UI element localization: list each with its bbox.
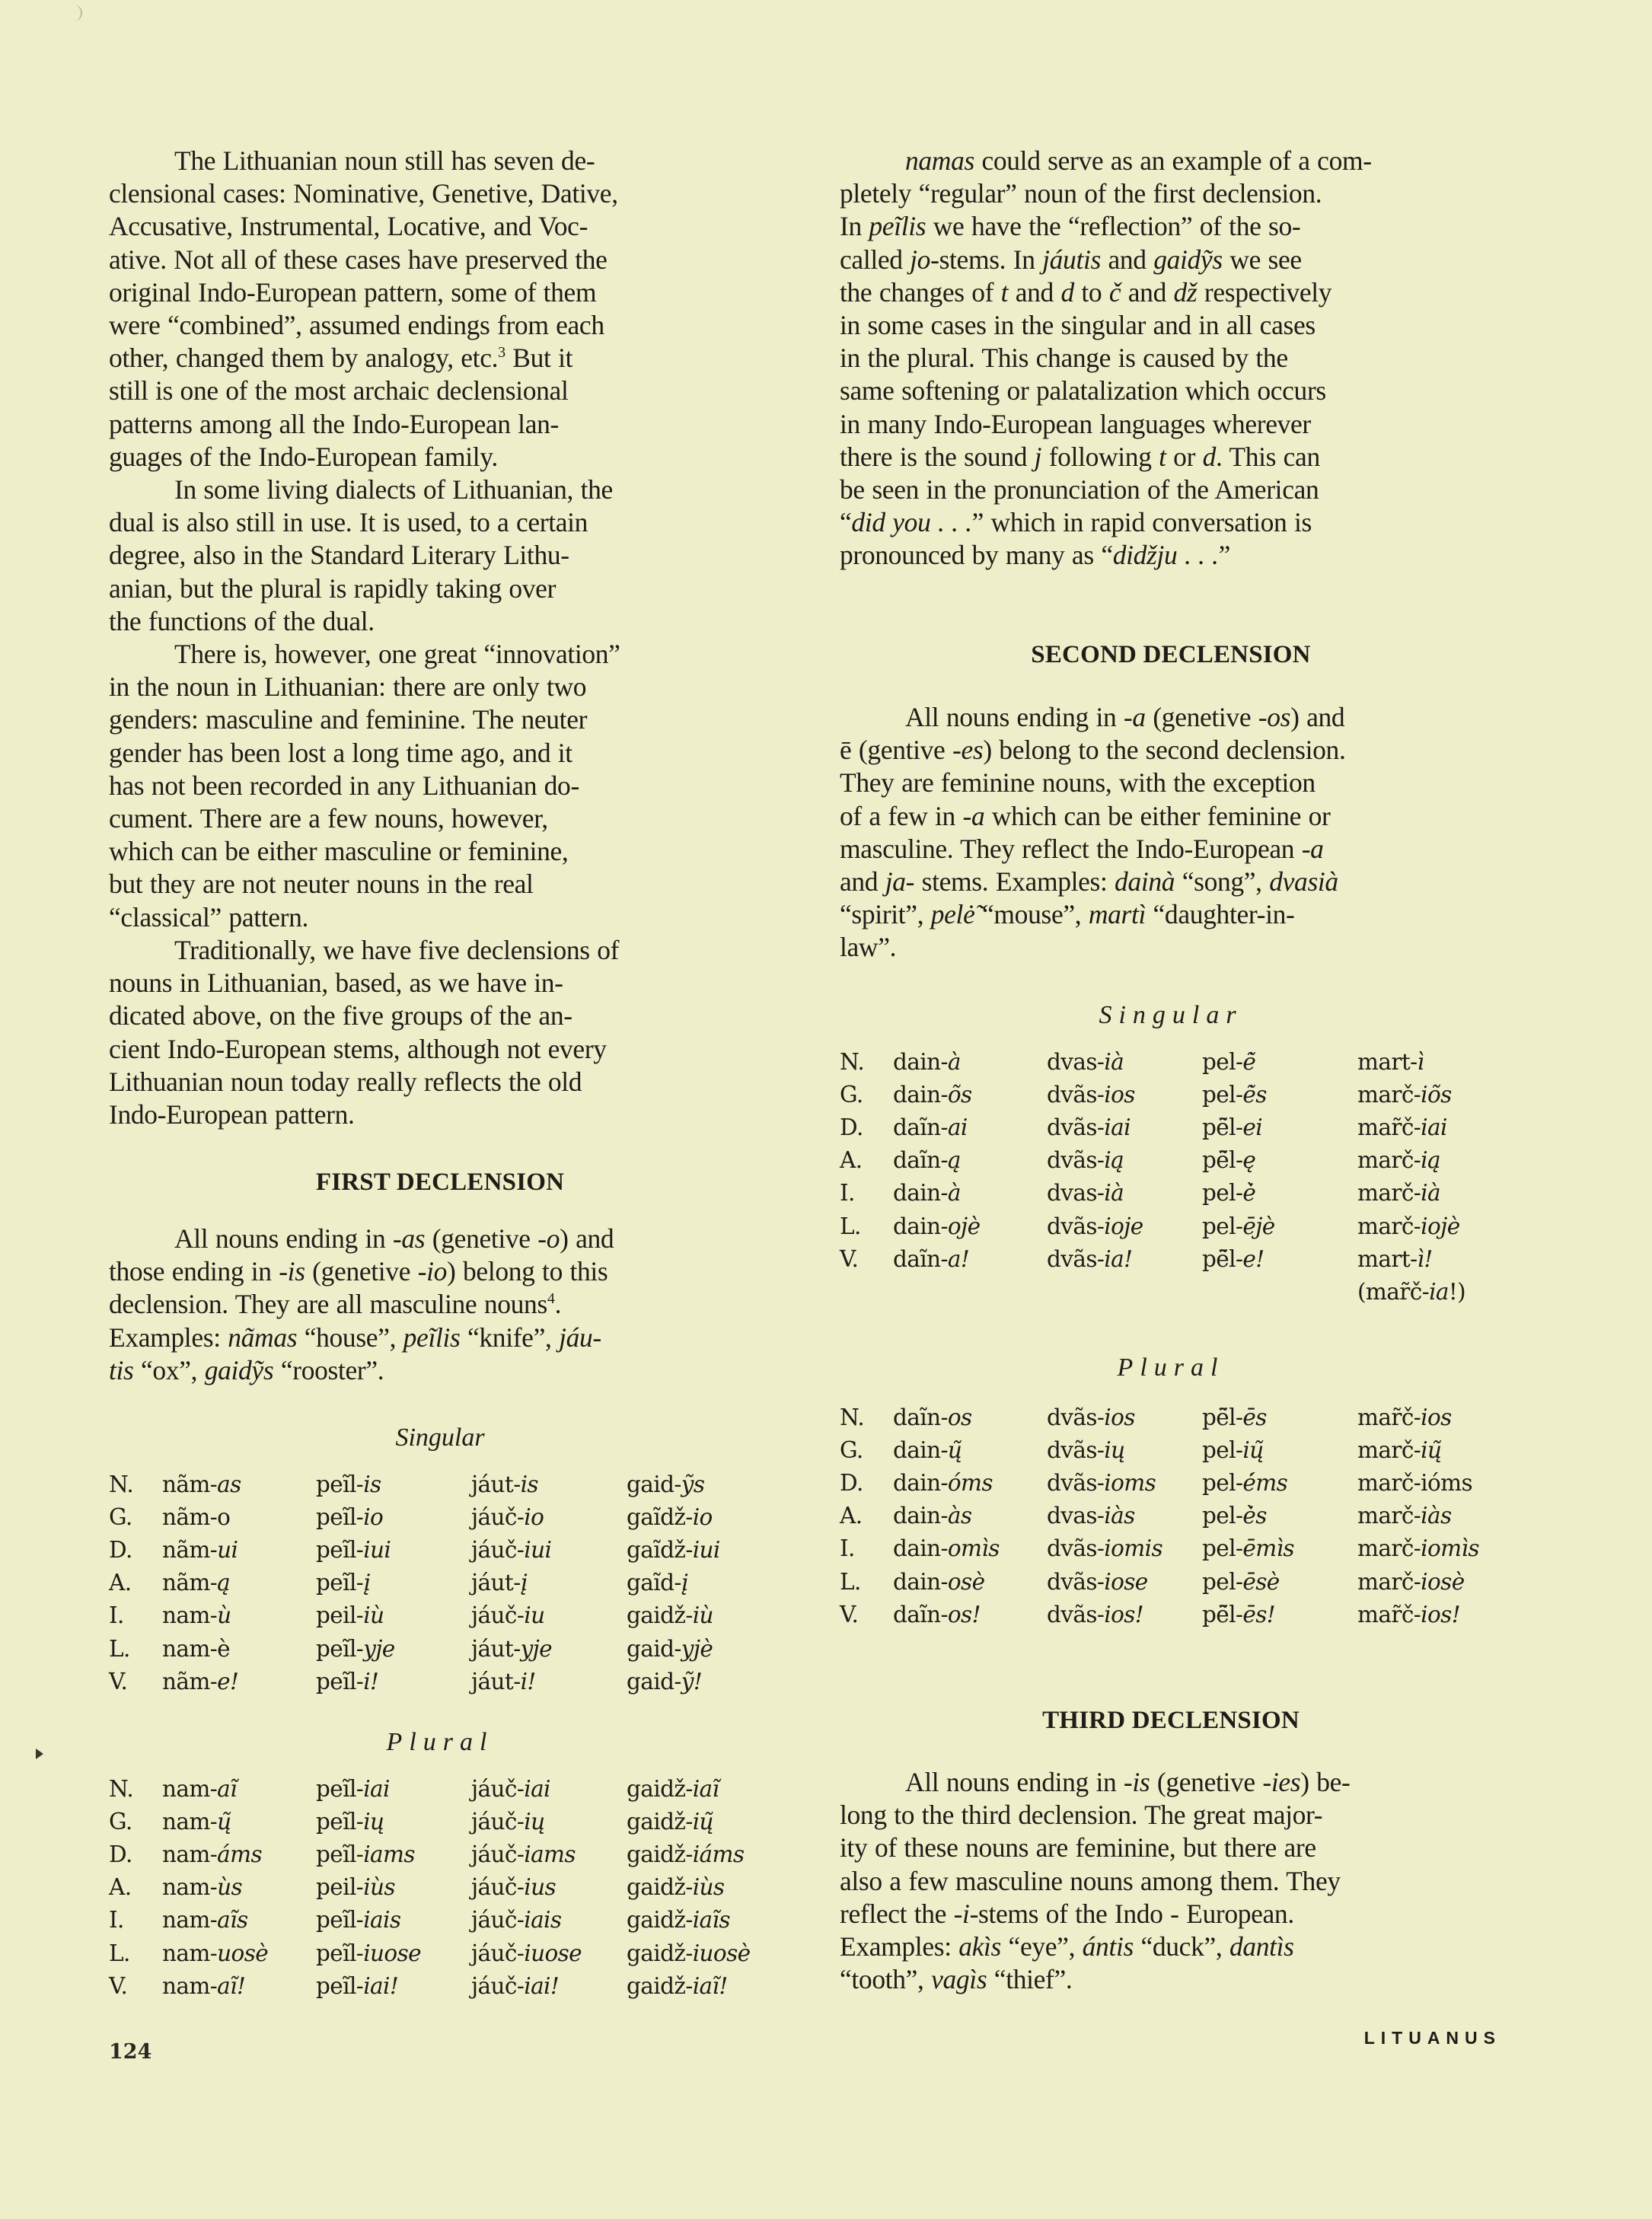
alternate-vocative-form: (mar̃č-ia!) [1357, 1278, 1466, 1305]
text-line: The Lithuanian noun still has seven de- [174, 145, 595, 176]
text-line: All nouns ending in -a (genetive -os) and [905, 702, 1345, 732]
text-line: genders: masculine and feminine. The neuter [109, 704, 588, 735]
case-label: N. [840, 1048, 865, 1075]
text-line: nouns in Lithuanian, based, as we have in- [109, 968, 563, 999]
text-line: All nouns ending in -as (genetive -o) and [174, 1223, 614, 1254]
case-label: G. [109, 1808, 132, 1835]
declension-form: pel-ēmìs [1202, 1535, 1294, 1562]
declension-form: dvãs-ia! [1047, 1245, 1133, 1272]
declension-form: gaidž-iaĩs [627, 1907, 730, 1934]
declension-form: peĩl-į [316, 1570, 371, 1596]
first-declension-plural-table [109, 1772, 771, 2002]
declension-form: pel-ė̃ [1202, 1048, 1256, 1075]
paragraph-third-declension-intro [840, 1766, 1502, 1996]
declension-form: nam-aĩ [162, 1775, 237, 1802]
text-line: anian, but the plural is rapidly taking over [109, 572, 557, 604]
declension-form: nãm-e! [162, 1668, 239, 1695]
text-line: ative. Not all of these cases have preserved the [109, 244, 608, 275]
declension-form: marč-ià [1357, 1180, 1440, 1207]
scan-artifact-mark [73, 5, 82, 21]
table-row [840, 1466, 1502, 1499]
text-line: Lithuanian noun today really reflects the old [109, 1066, 582, 1097]
text-line: Indo-European pattern. [109, 1099, 355, 1130]
declension-form: nam-aĩ! [162, 1972, 246, 1999]
declension-form: pel-ēsè [1202, 1568, 1280, 1595]
paragraph-cases [109, 145, 771, 473]
text-line: in the noun in Lithuanian: there are only two [109, 671, 587, 703]
case-label: G. [840, 1436, 863, 1463]
text-span: But it [505, 343, 573, 374]
declension-form: gaĩdž-io [627, 1503, 713, 1530]
text-line: In some living dialects of Lithuanian, the [174, 474, 613, 505]
text-line: in some cases in the singular and in all cases [840, 310, 1316, 341]
declension-form: mart-ì [1357, 1048, 1424, 1075]
declension-form: jáut-i! [471, 1668, 536, 1695]
table-row [840, 1111, 1502, 1143]
second-declension-plural-table [840, 1401, 1502, 1631]
declension-form: pē̃l-e! [1202, 1245, 1265, 1272]
declension-form: gaid-ỹ! [627, 1668, 703, 1695]
declension-form: jáuč-iai! [471, 1972, 560, 1999]
text-span: other, changed them by analogy, etc. [109, 343, 499, 374]
text-line: has not been recorded in any Lithuanian do- [109, 770, 579, 801]
declension-form: nam-ù [162, 1602, 231, 1629]
declension-form: peĩl-io [316, 1503, 384, 1530]
declension-form: dain-à [893, 1048, 961, 1075]
text-line: the changes of t and d to č and dž respectively [840, 276, 1332, 308]
declension-form: marč-iojè [1357, 1213, 1460, 1239]
table-row [840, 1500, 1502, 1532]
declension-form: mar̃č-ios [1357, 1404, 1452, 1430]
table-row [109, 1533, 771, 1566]
declension-form: gaĩdž-iui [627, 1536, 720, 1563]
declension-form: pel-ė̀ [1202, 1180, 1256, 1207]
case-label: D. [109, 1536, 132, 1563]
table-row [109, 1805, 771, 1838]
declension-form: marč-ią [1357, 1147, 1440, 1174]
table-row [840, 1401, 1502, 1433]
declension-form: dain-õs [893, 1081, 972, 1108]
declension-form: peĩl-iuose [316, 1940, 421, 1966]
case-label: G. [109, 1503, 132, 1530]
case-label: A. [840, 1147, 863, 1174]
declension-form: dain-óms [893, 1469, 993, 1496]
text-line: same softening or palatalization which occurs [840, 375, 1326, 406]
text-line: ity of these nouns are feminine, but there are [840, 1832, 1316, 1864]
table-row [840, 1433, 1502, 1466]
text-line: long to the third declension. The great major- [840, 1800, 1323, 1831]
declension-form: jáuč-iui [471, 1536, 552, 1563]
case-label: L. [109, 1635, 130, 1662]
text-line: They are feminine nouns, with the exception [840, 767, 1316, 799]
case-label: I. [840, 1535, 855, 1562]
declension-form: jáuč-ių [471, 1808, 545, 1835]
declension-form: dvas-ià [1047, 1048, 1124, 1075]
declension-form: daĩn-os! [893, 1601, 981, 1628]
case-label: V. [109, 1668, 128, 1695]
table-row [109, 1468, 771, 1500]
declension-form: dvãs-ios [1047, 1081, 1135, 1108]
case-label: D. [840, 1114, 863, 1140]
declension-form: gaid-yjè [627, 1635, 713, 1662]
table-row [109, 1772, 771, 1805]
text-line [109, 342, 771, 375]
declension-form: pel-ė́ms [1202, 1469, 1288, 1496]
text-line: In peĩlis we have the “reflection” of the so- [840, 211, 1301, 242]
text-line: dual is also still in use. It is used, to a certain [109, 507, 588, 538]
table-row [109, 1969, 771, 2002]
declension-form: jáuč-io [471, 1503, 544, 1530]
text-line: All nouns ending in -is (genetive -ies) be- [905, 1767, 1351, 1797]
case-label: V. [840, 1245, 859, 1272]
text-line: cient Indo-European stems, although not every [109, 1033, 607, 1064]
second-declension-plural-title: Plural [1117, 1353, 1225, 1382]
declension-form: marč-iosè [1357, 1568, 1465, 1595]
text-line: the functions of the dual. [109, 605, 375, 636]
text-line: degree, also in the Standard Literary Lithu- [109, 540, 569, 571]
paragraph-second-declension-intro [840, 701, 1502, 964]
declension-form: dvãs-ią [1047, 1147, 1124, 1174]
declension-form: dvãs-iomis [1047, 1535, 1162, 1562]
table-row [109, 1599, 771, 1632]
declension-form: jáuč-iams [471, 1841, 576, 1867]
declension-form: dvãs-ios! [1047, 1601, 1144, 1628]
declension-form: pel-ējè [1202, 1213, 1275, 1239]
text-line: those ending in -is (genetive -io) belong to this [109, 1256, 608, 1287]
declension-form: peil-iùs [316, 1874, 395, 1901]
declension-form: gaid-ỹs [627, 1471, 705, 1497]
declension-form: nam-ùs [162, 1874, 243, 1901]
declension-form: dain-osè [893, 1568, 985, 1595]
declension-form: peĩl-is [316, 1471, 381, 1497]
paragraph-first-declension-intro [109, 1223, 771, 1387]
declension-form: dvãs-ioms [1047, 1469, 1156, 1496]
declension-form: daĩn-ai [893, 1114, 968, 1140]
declension-form: marč-ių̃ [1357, 1436, 1442, 1463]
text-line: There is, however, one great “innovation” [174, 639, 620, 669]
paragraph-genders [109, 638, 771, 934]
declension-form: nãm-o [162, 1503, 231, 1530]
text-line: “classical” pattern. [109, 901, 309, 933]
text-line: law”. [840, 932, 897, 963]
text-line: which can be either masculine or feminine, [109, 836, 569, 867]
text-line: but they are not neuter nouns in the real [109, 869, 534, 900]
text-line: reflect the -i-stems of the Indo - European. [840, 1898, 1294, 1929]
text-line: be seen in the pronunciation of the American [840, 474, 1319, 505]
case-label: N. [109, 1471, 134, 1497]
declension-form: mart-ì! [1357, 1245, 1433, 1272]
case-label: D. [840, 1469, 863, 1496]
text-line: cument. There are a few nouns, however, [109, 803, 548, 834]
declension-form: peĩl-yje [316, 1635, 395, 1662]
declension-form: pē̃l-ēs! [1202, 1601, 1276, 1628]
declension-form: peĩl-ių [316, 1808, 384, 1835]
text-line: “spirit”, pelė̃ “mouse”, martì “daughter-in- [840, 899, 1295, 930]
declension-form: marč-iomìs [1357, 1535, 1479, 1562]
case-label: D. [109, 1841, 132, 1867]
first-declension-plural-title: Plural [386, 1728, 494, 1756]
text-line: patterns among all the Indo-European lan- [109, 408, 559, 439]
declension-form: marč-ióms [1357, 1469, 1473, 1496]
case-label: A. [109, 1570, 132, 1596]
table-row [840, 1532, 1502, 1565]
declension-form: peĩl-iai [316, 1775, 390, 1802]
declension-form: gaidž-iaĩ! [627, 1972, 728, 1999]
text-line: “tooth”, vagìs “thief”. [840, 1964, 1073, 1995]
text-line: masculine. They reflect the Indo-European -a [840, 833, 1324, 864]
table-row [840, 1144, 1502, 1177]
declension-form: gaidž-ių̃ [627, 1808, 713, 1835]
table-row [840, 1210, 1502, 1242]
declension-form: marč-iàs [1357, 1503, 1452, 1529]
text-line: called jo-stems. In jáutis and gaidỹs we see [840, 244, 1302, 275]
declension-form: pel-ė̃s [1202, 1081, 1267, 1108]
paragraph-dual [109, 473, 771, 638]
declension-form: gaidž-iù [627, 1602, 713, 1629]
text-line: there is the sound j following t or d. This can [840, 441, 1320, 472]
declension-form: dain-à [893, 1180, 961, 1207]
text-line: Traditionally, we have five declensions of [174, 935, 620, 965]
case-label: L. [109, 1940, 130, 1966]
table-row [109, 1665, 771, 1698]
case-label: I. [840, 1180, 855, 1207]
declension-form: pē̃l-ei [1202, 1114, 1263, 1140]
text-line: pronounced by many as “didžju . . .” [840, 540, 1230, 571]
declension-form: dain-omìs [893, 1535, 1000, 1562]
declension-form: mar̃č-iai [1357, 1114, 1447, 1140]
table-row [109, 1838, 771, 1870]
case-label: I. [109, 1907, 124, 1934]
declension-form: daĩn-a! [893, 1245, 970, 1272]
declension-form: dvãs-ios [1047, 1404, 1135, 1430]
declension-form: peĩl-iais [316, 1907, 401, 1934]
paragraph-five-declensions [109, 934, 771, 1131]
text-line: Accusative, Instrumental, Locative, and Voc- [109, 211, 588, 242]
declension-form: dvãs-ių [1047, 1436, 1125, 1463]
page-number: 124 [109, 2040, 152, 2064]
declension-form: pē̃l-ę [1202, 1147, 1256, 1174]
table-row [840, 1565, 1502, 1598]
text-line: dicated above, on the five groups of the an- [109, 1000, 572, 1031]
declension-form: dain-às [893, 1503, 972, 1529]
text-line: namas could serve as an example of a com- [905, 145, 1372, 176]
declension-form: peĩl-iams [316, 1841, 415, 1867]
text-line: clensional cases: Nominative, Genetive, Dative, [109, 178, 618, 209]
declension-form: marč-iõs [1357, 1081, 1452, 1108]
text-line: still is one of the most archaic declensional [109, 375, 569, 406]
declension-form: jáut-į [471, 1570, 528, 1596]
text-line: declension. They are all masculine nouns$^4$. [109, 1289, 562, 1320]
text-line: Examples: nãmas “house”, peĩlis “knife”, jáu- [109, 1322, 601, 1353]
case-label: L. [840, 1213, 861, 1239]
declension-form: nam-aĩs [162, 1907, 248, 1934]
declension-form: gaidž-iùs [627, 1874, 725, 1901]
case-label: G. [840, 1081, 863, 1108]
case-label: A. [840, 1503, 863, 1529]
declension-form: nam-uosè [162, 1940, 269, 1966]
declension-form: jáut-is [471, 1471, 538, 1497]
declension-form: jáuč-iu [471, 1602, 545, 1629]
margin-arrow-icon [36, 1749, 43, 1759]
table-row [840, 1045, 1502, 1078]
declension-form: gaidž-iáms [627, 1841, 745, 1867]
declension-form: jáuč-ius [471, 1874, 557, 1901]
table-row-extra [840, 1275, 1502, 1308]
declension-form: dvas-ià [1047, 1180, 1124, 1207]
declension-form: peĩl-iui [316, 1536, 391, 1563]
table-row [840, 1177, 1502, 1210]
second-declension-singular-title: Singular [1099, 1001, 1243, 1029]
heading-second-declension: SECOND DECLENSION [1031, 641, 1311, 668]
table-row [109, 1937, 771, 1969]
text-line: guages of the Indo-European family. [109, 441, 498, 472]
declension-form: pel-ių̃ [1202, 1436, 1264, 1463]
declension-form: peĩl-iai! [316, 1972, 399, 1999]
declension-form: gaidž-iaĩ [627, 1775, 719, 1802]
footnote-ref-4[interactable]: 4 [547, 1290, 555, 1308]
text-line: in many Indo-European languages wherever [840, 408, 1311, 439]
declension-form: peĩl-i! [316, 1668, 379, 1695]
first-declension-singular-title: Singular [395, 1424, 485, 1452]
declension-form: daĩn-os [893, 1404, 972, 1430]
text-line: and ja- stems. Examples: dainà “song”, dvasià [840, 866, 1338, 897]
case-label: N. [109, 1775, 134, 1802]
text-line: gender has been lost a long time ago, and it [109, 737, 572, 768]
case-label: V. [840, 1601, 859, 1628]
second-declension-singular-table [840, 1045, 1502, 1309]
declension-form: nam-ų̃ [162, 1808, 231, 1835]
declension-form: dvãs-iose [1047, 1568, 1148, 1595]
table-row [840, 1598, 1502, 1631]
text-line: “did you . . .” which in rapid conversation is [840, 507, 1312, 538]
table-row [840, 1078, 1502, 1111]
table-row [109, 1632, 771, 1665]
paragraph-palatalization [840, 145, 1502, 572]
declension-form: nãm-as [162, 1471, 241, 1497]
declension-form: dain-ojè [893, 1213, 981, 1239]
text-line: original Indo-European pattern, some of them [109, 276, 597, 308]
journal-name-footer: LITUANUS [1363, 2028, 1501, 2048]
table-row [109, 1500, 771, 1533]
declension-form: jáut-yje [471, 1635, 553, 1662]
text-line: pletely “regular” noun of the first declension. [840, 178, 1322, 209]
text-line: ē (gentive -es) belong to the second declension. [840, 735, 1346, 766]
declension-form: gaidž-iuosè [627, 1940, 751, 1966]
declension-form: pē̃l-ēs [1202, 1404, 1267, 1430]
heading-third-declension: THIRD DECLENSION [1042, 1707, 1300, 1734]
footnote-ref-3[interactable]: 3 [498, 344, 505, 362]
declension-form: nam-áms [162, 1841, 263, 1867]
case-label: A. [109, 1874, 132, 1901]
table-row [109, 1871, 771, 1904]
case-label: L. [840, 1568, 861, 1595]
declension-form: daĩn-ą [893, 1147, 961, 1174]
declension-form: nãm-ą [162, 1570, 231, 1596]
declension-form: dain-ų̃ [893, 1436, 962, 1463]
first-declension-singular-table [109, 1468, 771, 1698]
declension-form: dvas-iàs [1047, 1503, 1135, 1529]
text-line: of a few in -a which can be either feminine or [840, 800, 1331, 831]
declension-form: dvãs-ioje [1047, 1213, 1143, 1239]
text-line: also a few masculine nouns among them. They [840, 1865, 1341, 1896]
declension-form: mar̃č-ios! [1357, 1601, 1460, 1628]
declension-form: peil-iù [316, 1602, 384, 1629]
declension-form: jáuč-iuose [471, 1940, 582, 1966]
table-row [109, 1567, 771, 1599]
table-row [840, 1242, 1502, 1275]
declension-form: pel-ė̀s [1202, 1503, 1267, 1529]
case-label: N. [840, 1404, 865, 1430]
heading-first-declension: FIRST DECLENSION [315, 1168, 565, 1196]
declension-form: gaĩd-į [627, 1570, 688, 1596]
case-label: V. [109, 1972, 128, 1999]
declension-form: dvãs-iai [1047, 1114, 1131, 1140]
declension-form: nam-è [162, 1635, 230, 1662]
text-line: in the plural. This change is caused by the [840, 343, 1288, 374]
table-row [109, 1904, 771, 1937]
case-label: I. [109, 1602, 124, 1629]
declension-form: jáuč-iai [471, 1775, 550, 1802]
declension-form: jáuč-iais [471, 1907, 562, 1934]
text-line: Examples: akìs “eye”, ántis “duck”, dantìs [840, 1931, 1294, 1962]
text-line: were “combined”, assumed endings from each [109, 310, 604, 341]
declension-form: nãm-ui [162, 1536, 238, 1563]
text-line: tis “ox”, gaidỹs “rooster”. [109, 1354, 384, 1385]
